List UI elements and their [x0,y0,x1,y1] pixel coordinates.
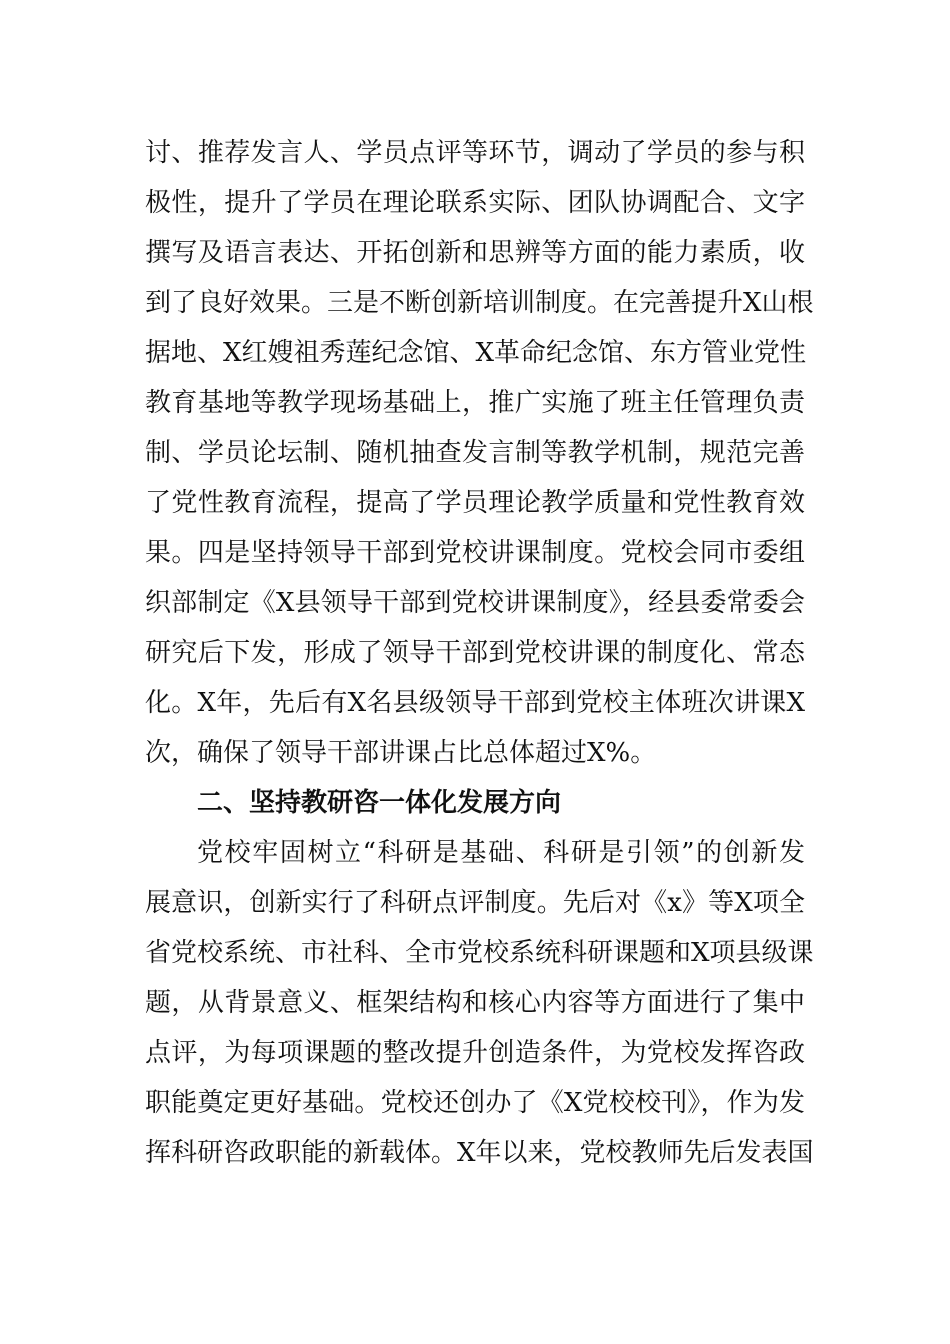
paragraph-line: 果。四是坚持领导干部到党校讲课制度。党校会同市委组 [145,538,805,568]
paragraph-line: 职能奠定更好基础。党校还创办了《X党校校刊》，作为发 [145,1088,805,1118]
paragraph-line: 党校牢固树立“科研是基础、科研是引领”的创新发 [197,838,805,868]
paragraph-line: 极性，提升了学员在理论联系实际、团队协调配合、文字 [145,188,805,218]
paragraph-line: 到了良好效果。三是不断创新培训制度。在完善提升X山根 [145,288,814,318]
paragraph-line: 教育基地等教学现场基础上，推广实施了班主任管理负责 [145,388,805,418]
paragraph-line: 了党性教育流程，提高了学员理论教学质量和党性教育效 [145,488,805,518]
paragraph-line: 讨、推荐发言人、学员点评等环节，调动了学员的参与积 [145,138,805,168]
section-heading: 二、坚持教研咨一体化发展方向 [197,788,562,818]
paragraph-line: 展意识，创新实行了科研点评制度。先后对《x》等X项全 [145,888,805,918]
paragraph-line: 织部制定《X县领导干部到党校讲课制度》，经县委常委会 [145,588,805,618]
paragraph-line: 挥科研咨政职能的新载体。X年以来，党校教师先后发表国 [145,1138,814,1168]
paragraph-line: 省党校系统、市社科、全市党校系统科研课题和X项县级课 [145,938,814,968]
paragraph-line: 次，确保了领导干部讲课占比总体超过X%。 [145,738,657,768]
paragraph-line: 化。X年，先后有X名县级领导干部到党校主体班次讲课X [145,688,805,718]
paragraph-line: 撰写及语言表达、开拓创新和思辨等方面的能力素质，收 [145,238,805,268]
paragraph-line: 据地、X红嫂祖秀莲纪念馆、X革命纪念馆、东方管业党性 [145,338,807,368]
paragraph-line: 制、学员论坛制、随机抽查发言制等教学机制，规范完善 [145,438,805,468]
paragraph-line: 研究后下发，形成了领导干部到党校讲课的制度化、常态 [145,638,805,668]
paragraph-line: 点评，为每项课题的整改提升创造条件，为党校发挥咨政 [145,1038,805,1068]
paragraph-line: 题，从背景意义、框架结构和核心内容等方面进行了集中 [145,988,805,1018]
